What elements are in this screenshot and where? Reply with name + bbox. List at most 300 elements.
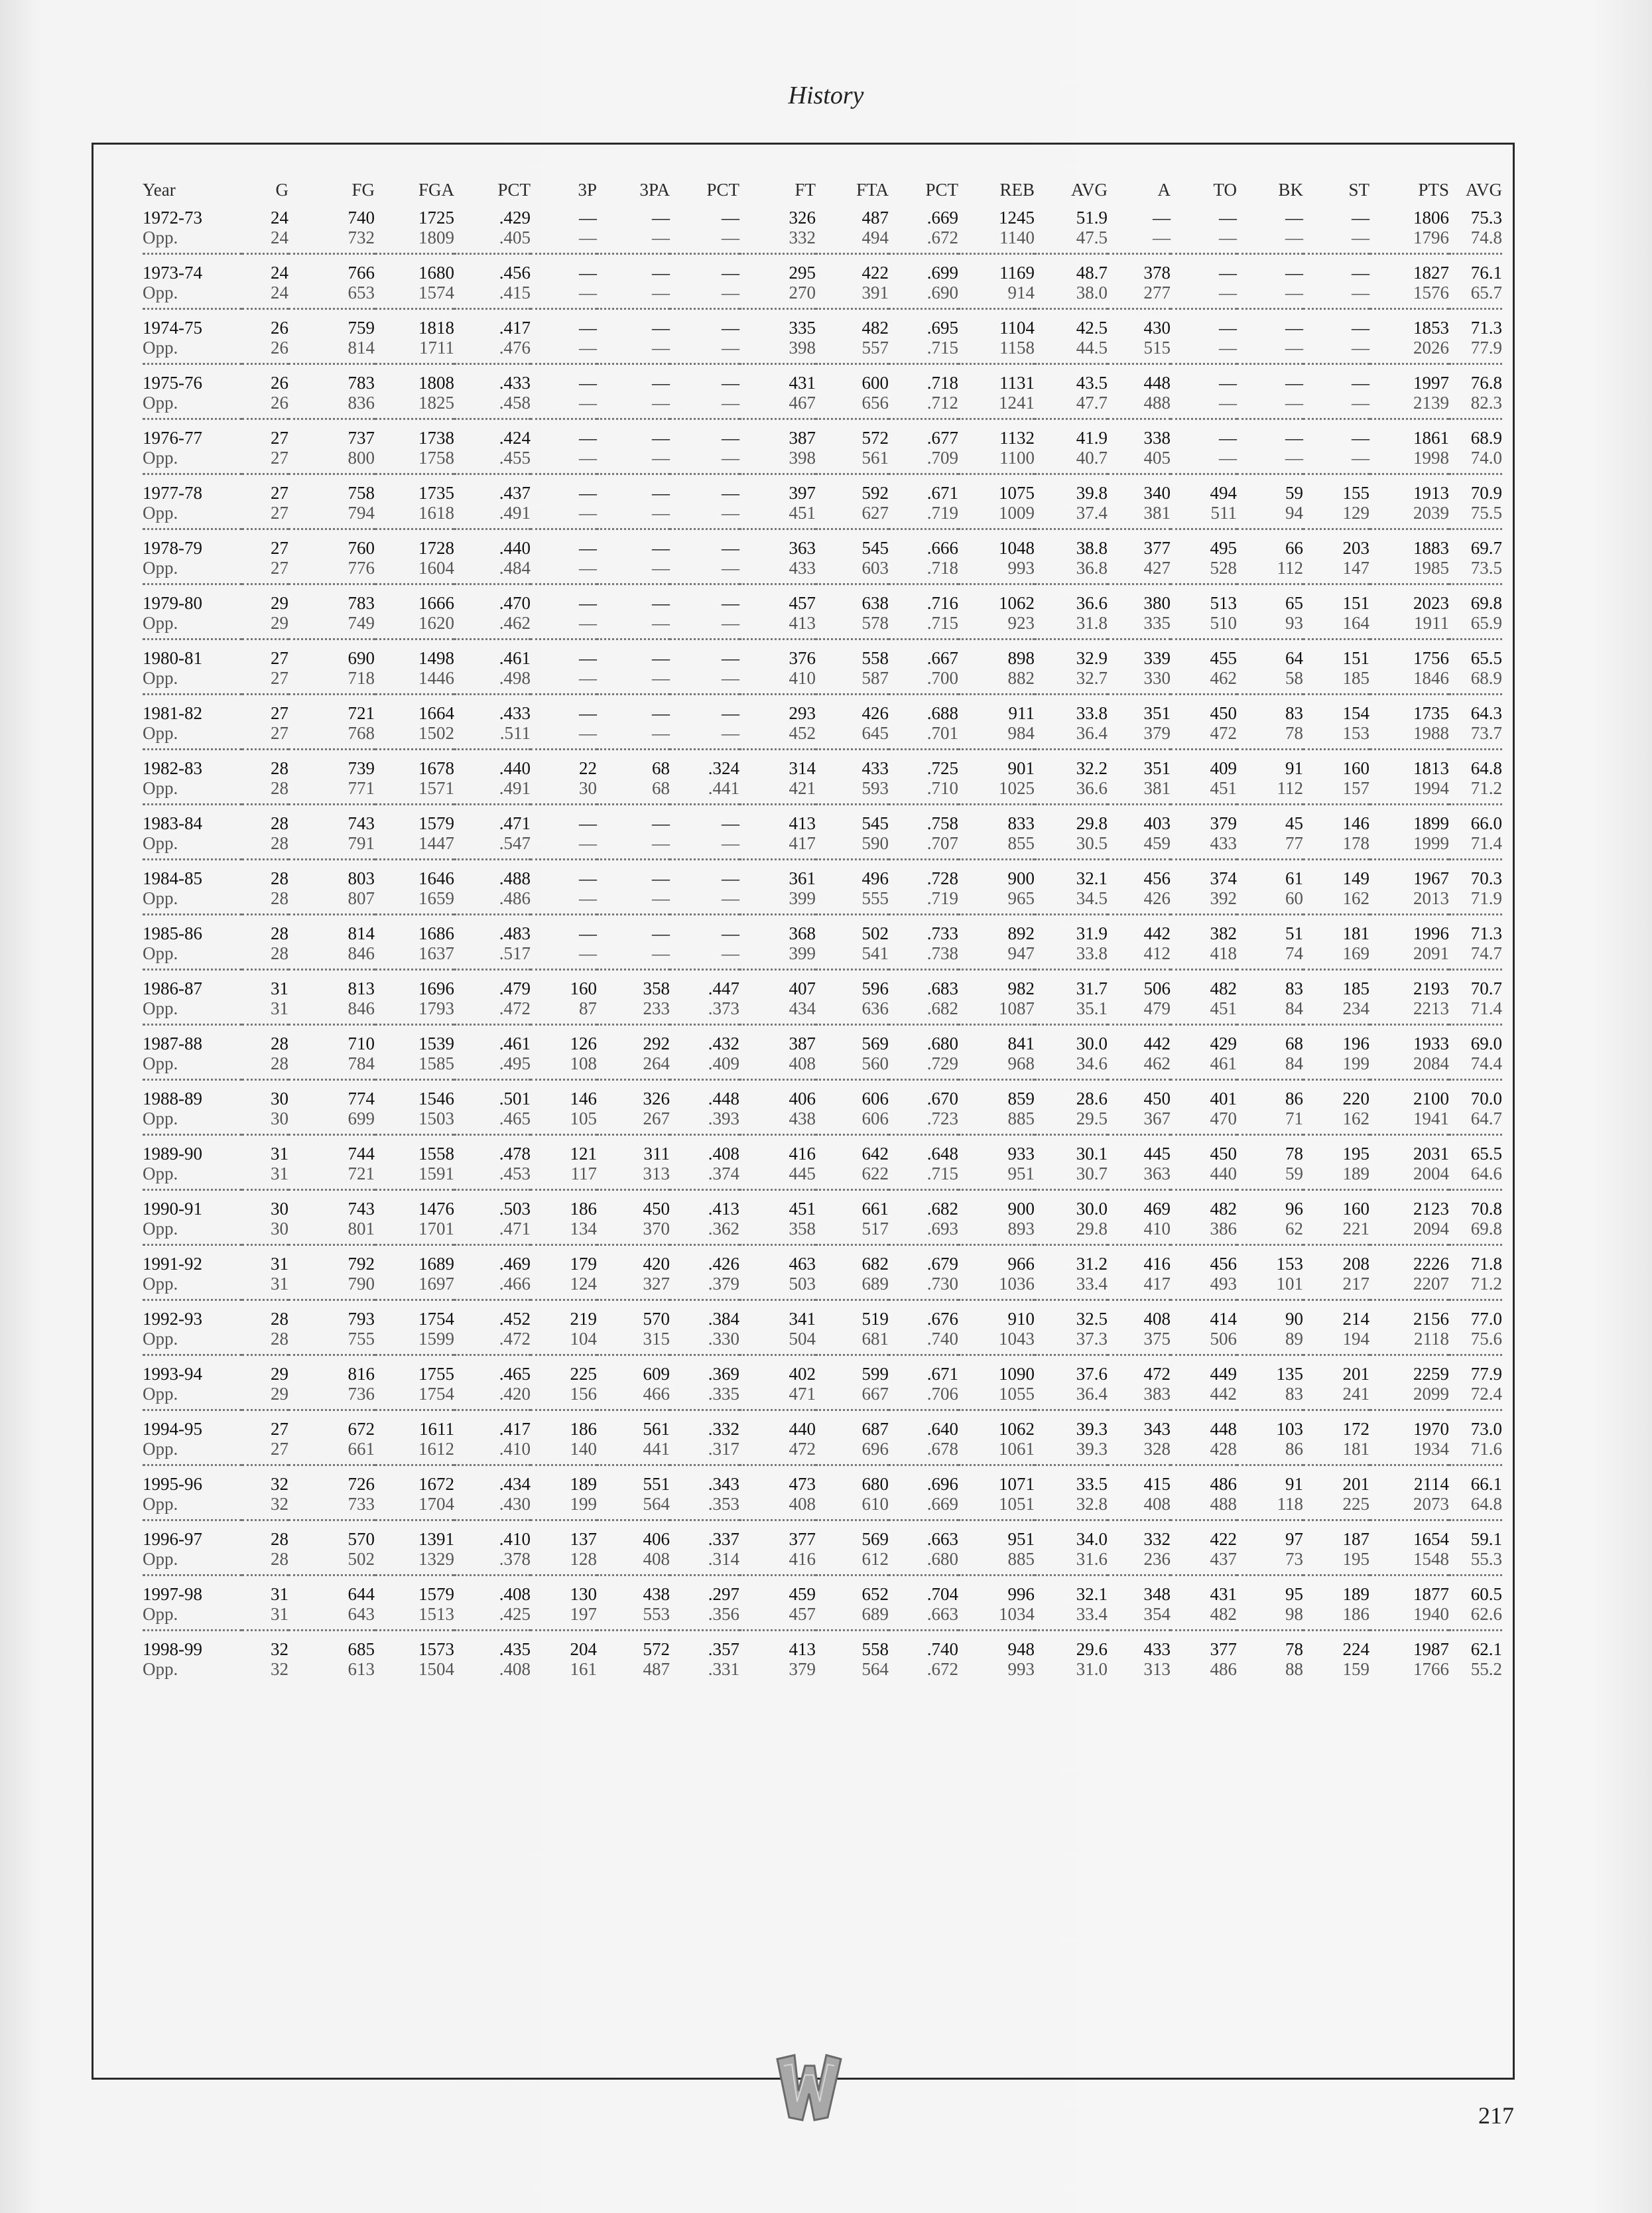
stat-cell: .448 xyxy=(708,1089,739,1108)
stat-cell: 86 xyxy=(1285,1089,1303,1108)
stat-cell: 348 xyxy=(1143,1584,1171,1604)
stat-cell: 398 xyxy=(739,448,816,474)
stat-cell: 118 xyxy=(1237,1494,1303,1520)
stat-cell: — xyxy=(597,723,670,750)
row-label: 1988-89 xyxy=(143,1089,202,1108)
stat-cell: 27 xyxy=(242,668,288,695)
column-header: PTS xyxy=(1418,180,1449,200)
stat-cell: 71.3 xyxy=(1470,318,1502,338)
stat-cell: 28.6 xyxy=(1076,1089,1108,1108)
stat-cell: 28 xyxy=(242,1053,288,1080)
stat-cell: 893 xyxy=(958,1219,1035,1245)
stat-cell: 28 xyxy=(242,1329,288,1355)
stat-cell: 28 xyxy=(242,1549,288,1576)
stat-cell: 60 xyxy=(1237,888,1303,915)
row-label: 1989-90 xyxy=(143,1144,202,1164)
stat-cell: 381 xyxy=(1108,778,1171,805)
stat-cell: 1809 xyxy=(375,228,454,254)
stat-cell: — xyxy=(652,923,670,943)
stat-cell: 326 xyxy=(643,1089,670,1108)
stat-cell: — xyxy=(1285,208,1303,228)
stat-cell: 412 xyxy=(1108,943,1171,970)
stat-cell: 622 xyxy=(816,1164,889,1190)
stat-cell: — xyxy=(1237,228,1303,254)
stat-cell: 1967 xyxy=(1413,868,1449,888)
stat-cell: 153 xyxy=(1276,1254,1303,1274)
stat-cell: — xyxy=(579,703,597,723)
stat-cell: 462 xyxy=(1171,668,1237,695)
stat-cell: .669 xyxy=(926,208,958,228)
stat-cell: 1158 xyxy=(958,338,1035,364)
stat-cell: — xyxy=(722,428,739,448)
stat-cell: 32.1 xyxy=(1076,868,1108,888)
stat-cell: 42.5 xyxy=(1076,318,1108,338)
stat-cell: 1329 xyxy=(375,1549,454,1576)
stat-cell: 416 xyxy=(739,1549,816,1576)
stat-cell: 758 xyxy=(348,483,375,503)
opponent-row xyxy=(143,668,1502,695)
stat-cell: 572 xyxy=(861,428,889,448)
stat-cell: 885 xyxy=(958,1549,1035,1576)
stat-cell: .337 xyxy=(708,1529,739,1549)
stat-cell: 29.8 xyxy=(1076,813,1108,833)
stat-cell: — xyxy=(579,428,597,448)
season-row xyxy=(143,364,1502,393)
stat-cell: 545 xyxy=(861,538,889,558)
table-header xyxy=(143,174,1502,200)
stat-cell: 335 xyxy=(1108,613,1171,639)
stat-cell: .501 xyxy=(499,1089,531,1108)
stat-cell: 65.7 xyxy=(1449,283,1502,309)
stat-cell: .472 xyxy=(454,998,531,1025)
stat-cell: 911 xyxy=(1008,703,1035,723)
stat-cell: 69.8 xyxy=(1449,1219,1502,1245)
stat-cell: 774 xyxy=(348,1089,375,1108)
stat-cell: 1579 xyxy=(418,1584,454,1604)
stat-cell: 451 xyxy=(789,1199,816,1219)
season-row xyxy=(143,1355,1502,1384)
stat-cell: 1618 xyxy=(375,503,454,529)
stat-cell: 194 xyxy=(1303,1329,1369,1355)
stat-cell: — xyxy=(531,283,597,309)
stat-cell: 1576 xyxy=(1369,283,1449,309)
opponent-row xyxy=(143,1164,1502,1190)
stat-cell: 996 xyxy=(1007,1584,1035,1604)
stat-cell: 627 xyxy=(816,503,889,529)
stat-cell: .393 xyxy=(670,1108,739,1135)
stat-cell: .314 xyxy=(670,1549,739,1576)
stat-cell: — xyxy=(597,888,670,915)
stat-cell: 1818 xyxy=(418,318,454,338)
stat-cell: 137 xyxy=(570,1529,597,1549)
stat-cell: 84 xyxy=(1237,998,1303,1025)
stat-cell: 77.9 xyxy=(1449,338,1502,364)
row-label: Opp. xyxy=(143,1219,242,1245)
stat-cell: — xyxy=(1171,448,1237,474)
row-label: Opp. xyxy=(143,448,242,474)
stat-cell: 661 xyxy=(288,1439,375,1465)
table-body xyxy=(143,200,1502,1684)
page-number: 217 xyxy=(1478,2102,1514,2129)
stat-cell: — xyxy=(670,613,739,639)
stat-cell: 402 xyxy=(789,1364,816,1384)
stat-cell: — xyxy=(722,593,739,613)
stat-cell: 606 xyxy=(861,1089,889,1108)
column-header: REB xyxy=(999,180,1035,200)
stat-cell: 965 xyxy=(958,888,1035,915)
stat-cell: 456 xyxy=(1210,1254,1237,1274)
opponent-row xyxy=(143,1384,1502,1410)
stat-cell: 557 xyxy=(816,338,889,364)
stat-cell: 1654 xyxy=(1413,1529,1449,1549)
stat-cell: 151 xyxy=(1342,648,1369,668)
row-label: 1986-87 xyxy=(143,978,202,998)
stat-cell: 1666 xyxy=(418,593,454,613)
stat-cell: 383 xyxy=(1108,1384,1171,1410)
row-label: Opp. xyxy=(143,1108,242,1135)
stat-cell: 35.1 xyxy=(1035,998,1108,1025)
stat-cell: .680 xyxy=(889,1549,958,1576)
stat-cell: — xyxy=(670,338,739,364)
stat-cell: 234 xyxy=(1303,998,1369,1025)
stat-cell: 743 xyxy=(348,1199,375,1219)
stat-cell: .420 xyxy=(454,1384,531,1410)
stat-cell: .676 xyxy=(926,1309,958,1329)
stat-cell: 968 xyxy=(958,1053,1035,1080)
stat-cell: 690 xyxy=(348,648,375,668)
season-row xyxy=(143,1190,1502,1219)
stat-cell: 128 xyxy=(531,1549,597,1576)
stat-cell: 73.5 xyxy=(1449,558,1502,584)
stat-cell: 77.0 xyxy=(1470,1309,1502,1329)
row-label: 1991-92 xyxy=(143,1254,202,1274)
stat-cell: 473 xyxy=(789,1474,816,1494)
stat-cell: 376 xyxy=(789,648,816,668)
stat-cell: 442 xyxy=(1143,1034,1171,1053)
stat-cell: 656 xyxy=(816,393,889,419)
stat-cell: 1846 xyxy=(1369,668,1449,695)
stat-cell: 31.9 xyxy=(1076,923,1108,943)
stat-cell: — xyxy=(1219,428,1237,448)
stat-cell: 71.8 xyxy=(1470,1254,1502,1274)
stat-cell: 433 xyxy=(1143,1639,1171,1659)
stat-cell: 685 xyxy=(348,1639,375,1659)
stat-cell: .483 xyxy=(499,923,531,943)
stat-cell: 31 xyxy=(271,1144,288,1164)
stat-cell: 33.5 xyxy=(1076,1474,1108,1494)
stat-cell: 441 xyxy=(597,1439,670,1465)
stat-cell: 146 xyxy=(570,1089,597,1108)
season-row xyxy=(143,915,1502,944)
stat-cell: 32 xyxy=(271,1474,288,1494)
opponent-row xyxy=(143,1053,1502,1080)
stat-cell: 58 xyxy=(1237,668,1303,695)
stat-cell: 1754 xyxy=(418,1309,454,1329)
stat-cell: 510 xyxy=(1171,613,1237,639)
stat-cell: 73.7 xyxy=(1449,723,1502,750)
stat-cell: 1571 xyxy=(375,778,454,805)
stat-cell: — xyxy=(1285,428,1303,448)
stat-cell: — xyxy=(722,538,739,558)
stat-cell: .384 xyxy=(708,1309,739,1329)
stat-cell: 457 xyxy=(789,593,816,613)
stat-cell: 472 xyxy=(1171,723,1237,750)
stat-cell: 89 xyxy=(1237,1329,1303,1355)
stat-cell: 221 xyxy=(1303,1219,1369,1245)
stat-cell: .648 xyxy=(926,1144,958,1164)
stat-cell: 155 xyxy=(1342,483,1369,503)
stat-cell: 569 xyxy=(861,1529,889,1549)
stat-cell: 486 xyxy=(1210,1659,1237,1679)
season-row xyxy=(143,254,1502,283)
stat-cell: 157 xyxy=(1303,778,1369,805)
stat-cell: 27 xyxy=(271,1419,288,1439)
stat-cell: — xyxy=(1219,373,1237,393)
stat-cell: 295 xyxy=(789,263,816,283)
stat-cell: 471 xyxy=(739,1384,816,1410)
stat-cell: 487 xyxy=(861,208,889,228)
stat-cell: 494 xyxy=(816,228,889,254)
stat-cell: 1637 xyxy=(375,943,454,970)
stat-cell: 1988 xyxy=(1369,723,1449,750)
stat-cell: .343 xyxy=(708,1474,739,1494)
stat-cell: — xyxy=(722,318,739,338)
stat-cell: — xyxy=(652,813,670,833)
stat-cell: 153 xyxy=(1303,723,1369,750)
stat-cell: 794 xyxy=(288,503,375,529)
stat-cell: .432 xyxy=(708,1034,739,1053)
stat-cell: 910 xyxy=(1007,1309,1035,1329)
stat-cell: 1585 xyxy=(375,1053,454,1080)
stat-cell: .430 xyxy=(454,1494,531,1520)
stat-cell: 30 xyxy=(271,1199,288,1219)
stat-cell: 948 xyxy=(1007,1639,1035,1659)
stat-cell: 31 xyxy=(242,1274,288,1300)
stat-cell: 186 xyxy=(1303,1604,1369,1631)
stat-cell: — xyxy=(1303,448,1369,474)
stat-cell: 451 xyxy=(1171,998,1237,1025)
stat-cell: — xyxy=(1303,338,1369,364)
opponent-row xyxy=(143,283,1502,309)
stat-cell: 413 xyxy=(739,613,816,639)
stat-cell: 72.4 xyxy=(1449,1384,1502,1410)
stat-cell: — xyxy=(652,703,670,723)
stat-cell: 55.2 xyxy=(1470,1659,1502,1679)
stat-cell: 351 xyxy=(1143,758,1171,778)
stat-cell: 846 xyxy=(288,998,375,1025)
stat-cell: 1997 xyxy=(1413,373,1449,393)
stat-cell: 1756 xyxy=(1413,648,1449,668)
stat-cell: .696 xyxy=(926,1474,958,1494)
stat-cell: 406 xyxy=(643,1529,670,1549)
stat-cell: 27 xyxy=(271,428,288,448)
row-label: 1998-99 xyxy=(143,1639,202,1659)
stat-cell: 479 xyxy=(1108,998,1171,1025)
stat-cell: 71.3 xyxy=(1470,923,1502,943)
stat-cell: 836 xyxy=(288,393,375,419)
opponent-row xyxy=(143,998,1502,1025)
stat-cell: 569 xyxy=(861,1034,889,1053)
stat-cell: 1087 xyxy=(958,998,1035,1025)
stat-cell: 69.7 xyxy=(1470,538,1502,558)
stat-cell: 29 xyxy=(271,1364,288,1384)
stat-cell: 124 xyxy=(531,1274,597,1300)
stat-cell: 413 xyxy=(789,1639,816,1659)
stat-cell: 38.8 xyxy=(1076,538,1108,558)
column-header: 3PA xyxy=(639,180,670,200)
stat-cell: 51.9 xyxy=(1076,208,1108,228)
stat-cell: — xyxy=(597,833,670,860)
stat-cell: 759 xyxy=(348,318,375,338)
stat-cell: 689 xyxy=(816,1604,889,1631)
stat-cell: — xyxy=(531,393,597,419)
stat-cell: .452 xyxy=(499,1309,531,1329)
column-header: AVG xyxy=(1465,180,1502,200)
stat-cell: .470 xyxy=(499,593,531,613)
stat-cell: 733 xyxy=(288,1494,375,1520)
stat-cell: 65.5 xyxy=(1470,1144,1502,1164)
stat-cell: 47.7 xyxy=(1035,393,1108,419)
stat-cell: 27 xyxy=(242,448,288,474)
season-row xyxy=(143,584,1502,614)
stat-cell: .461 xyxy=(499,648,531,668)
stat-cell: 62.6 xyxy=(1449,1604,1502,1631)
stat-cell: 442 xyxy=(1143,923,1171,943)
stat-cell: .701 xyxy=(889,723,958,750)
stat-cell: 416 xyxy=(789,1144,816,1164)
stat-cell: 448 xyxy=(1143,373,1171,393)
stat-cell: 578 xyxy=(816,613,889,639)
stat-cell: 64.7 xyxy=(1449,1108,1502,1135)
stat-cell: 462 xyxy=(1108,1053,1171,1080)
stat-cell: 270 xyxy=(739,283,816,309)
stat-cell: — xyxy=(579,483,597,503)
stat-cell: 33.4 xyxy=(1035,1604,1108,1631)
stat-cell: 351 xyxy=(1143,703,1171,723)
column-header: ST xyxy=(1348,180,1369,200)
stat-cell: 121 xyxy=(570,1144,597,1164)
stat-cell: .667 xyxy=(926,648,958,668)
stat-cell: 982 xyxy=(1007,978,1035,998)
stat-cell: 408 xyxy=(739,1494,816,1520)
stat-cell: 39.3 xyxy=(1035,1439,1108,1465)
stat-cell: .671 xyxy=(926,1364,958,1384)
stat-cell: .517 xyxy=(454,943,531,970)
stat-cell: 379 xyxy=(1210,813,1237,833)
stat-cell: — xyxy=(1237,448,1303,474)
stat-cell: — xyxy=(1352,373,1369,393)
stat-cell: 77.9 xyxy=(1470,1364,1502,1384)
season-stats-table xyxy=(143,174,1502,1684)
stat-cell: 406 xyxy=(789,1089,816,1108)
stat-cell: 993 xyxy=(1007,1659,1035,1679)
row-label: Opp. xyxy=(143,723,242,750)
stat-cell: 636 xyxy=(816,998,889,1025)
stat-cell: — xyxy=(531,228,597,254)
stat-cell: 31 xyxy=(271,978,288,998)
stat-cell: 181 xyxy=(1342,923,1369,943)
stat-cell: 410 xyxy=(739,668,816,695)
stat-cell: 1075 xyxy=(999,483,1035,503)
stat-cell: 672 xyxy=(348,1419,375,1439)
stat-cell: 220 xyxy=(1342,1089,1369,1108)
stat-cell: — xyxy=(1285,263,1303,283)
stat-cell: 37.6 xyxy=(1076,1364,1108,1384)
stat-cell: — xyxy=(1285,373,1303,393)
stat-cell: 2073 xyxy=(1369,1494,1449,1520)
stat-cell: .666 xyxy=(926,538,958,558)
stat-cell: 418 xyxy=(1171,943,1237,970)
stat-cell: 397 xyxy=(789,483,816,503)
row-label: 1981-82 xyxy=(143,703,202,723)
stat-cell: 1911 xyxy=(1369,613,1449,639)
stat-cell: 612 xyxy=(816,1549,889,1576)
stat-cell: 130 xyxy=(570,1584,597,1604)
page-header: History xyxy=(788,82,864,109)
stat-cell: 1611 xyxy=(419,1419,454,1439)
stat-cell: — xyxy=(652,593,670,613)
stat-cell: — xyxy=(670,503,739,529)
stat-cell: .718 xyxy=(926,373,958,393)
stat-cell: 426 xyxy=(1108,888,1171,915)
season-row xyxy=(143,309,1502,338)
stat-cell: 30.0 xyxy=(1076,1199,1108,1219)
stat-cell: 70.9 xyxy=(1470,483,1502,503)
stat-cell: 760 xyxy=(348,538,375,558)
stat-cell: — xyxy=(652,373,670,393)
stat-cell: .317 xyxy=(670,1439,739,1465)
stat-cell: 687 xyxy=(861,1419,889,1439)
row-label: Opp. xyxy=(143,778,242,805)
stat-cell: 1043 xyxy=(958,1329,1035,1355)
stat-cell: 31.2 xyxy=(1076,1254,1108,1274)
stat-cell: 442 xyxy=(1171,1384,1237,1410)
stat-cell: 467 xyxy=(739,393,816,419)
stat-cell: 43.5 xyxy=(1076,373,1108,393)
stat-cell: 551 xyxy=(643,1474,670,1494)
stat-cell: 73 xyxy=(1237,1549,1303,1576)
stat-cell: 599 xyxy=(861,1364,889,1384)
stat-cell: 653 xyxy=(288,283,375,309)
stat-cell: .362 xyxy=(670,1219,739,1245)
stat-cell: 134 xyxy=(531,1219,597,1245)
row-label: 1993-94 xyxy=(143,1364,202,1384)
stat-cell: .690 xyxy=(889,283,958,309)
stat-cell: 32 xyxy=(242,1494,288,1520)
stat-cell: 78 xyxy=(1285,1639,1303,1659)
stat-cell: 31 xyxy=(242,1164,288,1190)
stat-cell: 1933 xyxy=(1413,1034,1449,1053)
row-label: 1980-81 xyxy=(143,648,202,668)
stat-cell: 1476 xyxy=(418,1199,454,1219)
stat-cell: 408 xyxy=(1143,1309,1171,1329)
opponent-row xyxy=(143,503,1502,529)
stat-cell: .429 xyxy=(499,208,531,228)
stat-cell: 496 xyxy=(861,868,889,888)
stat-cell: 564 xyxy=(861,1659,889,1679)
stat-cell: 93 xyxy=(1237,613,1303,639)
stat-cell: — xyxy=(597,228,670,254)
season-row xyxy=(143,529,1502,559)
stat-cell: .712 xyxy=(889,393,958,419)
stat-cell: 146 xyxy=(1342,813,1369,833)
stat-cell: 147 xyxy=(1303,558,1369,584)
stat-cell: 32.5 xyxy=(1076,1309,1108,1329)
stat-cell: 1793 xyxy=(375,998,454,1025)
stat-cell: 2084 xyxy=(1369,1053,1449,1080)
stat-cell: 224 xyxy=(1342,1639,1369,1659)
stat-cell: .716 xyxy=(926,593,958,613)
